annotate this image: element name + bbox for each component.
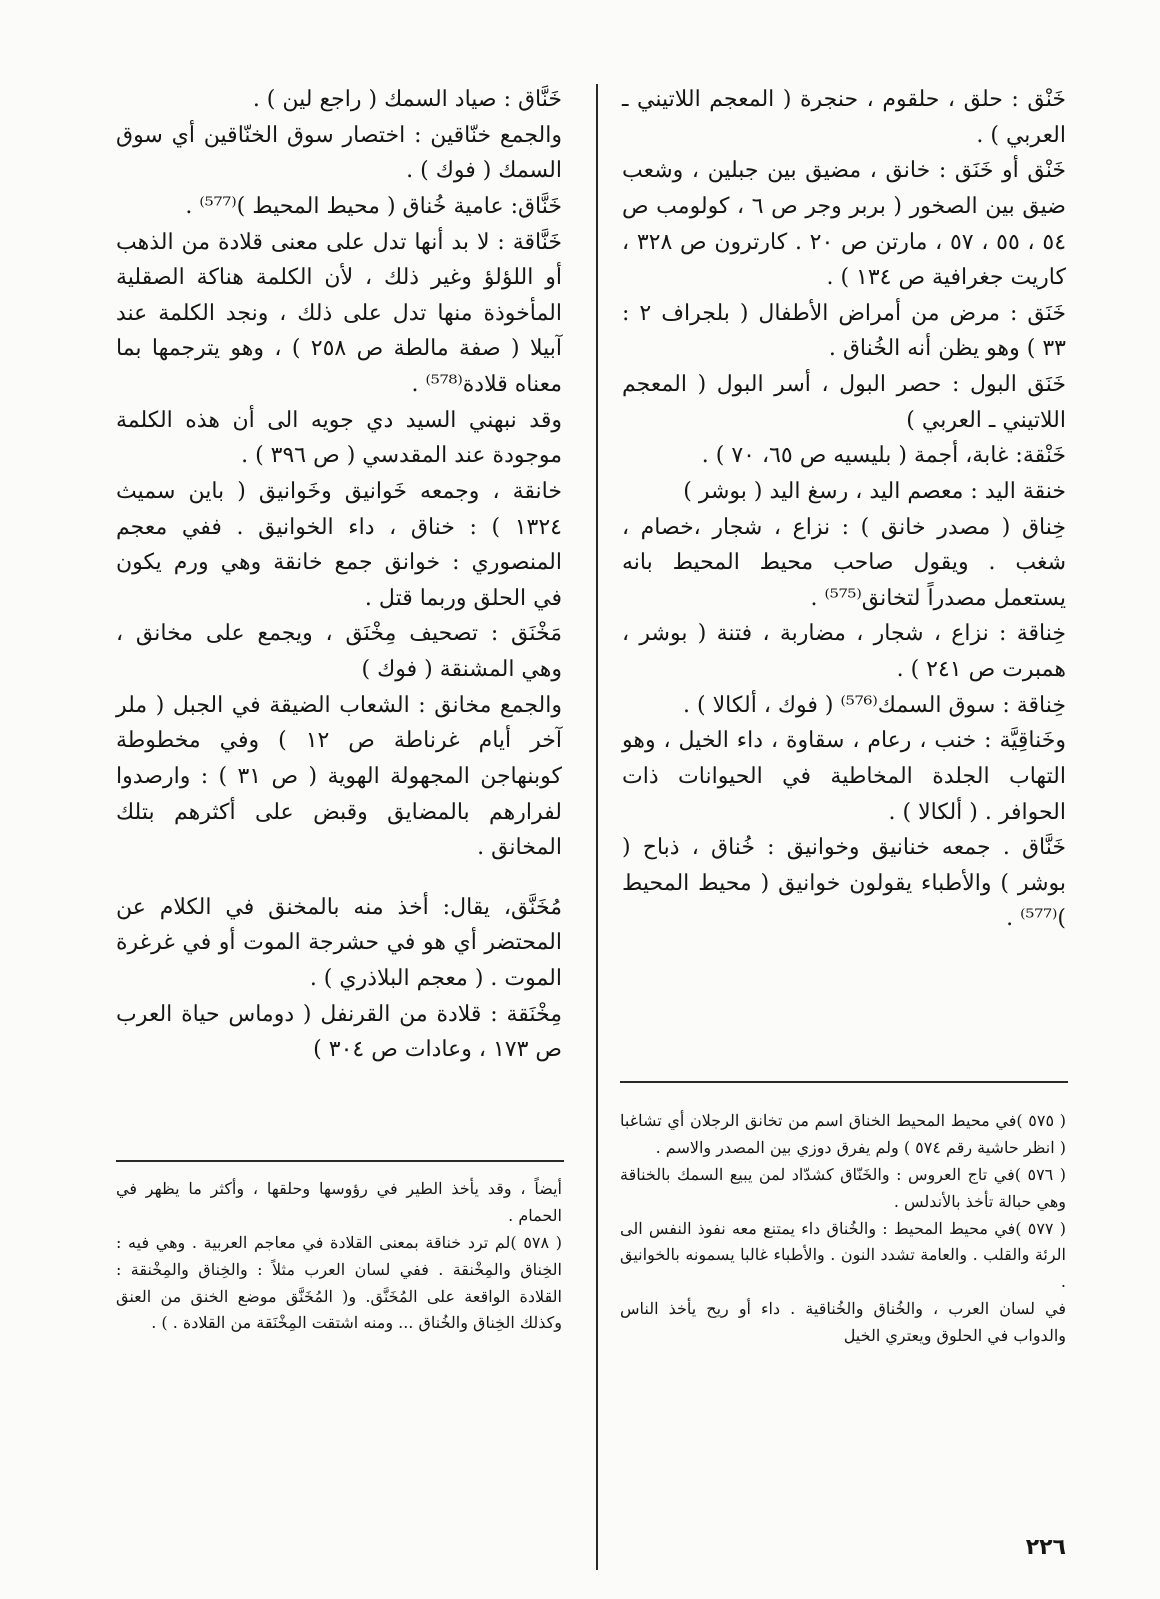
entry-paragraph: خنقة اليد : معصم اليد ، رسغ اليد ( بوشر ) bbox=[683, 478, 1066, 504]
entry-paragraph: والجمع خنّاقين : اختصار سوق الخنّاقين أي سوق السمك ( فوك ) . bbox=[116, 122, 562, 184]
footnote: ( ٥٧٨ )لم ترد خناقة بمعنى القلادة في معاجم العربية . وهي فيه : الخِناق والمِخْنقة . ففي لسان العرب مثلاً : والخِناق والمِخْنقة : القلادة الواقعة على المُخَنَّق. و( المُخَنَّق موضع الخنق من العنق وكذلك الخِناق والخُناق ... ومنه اشتقت المِخْنَقة من القلادة . ) . bbox=[116, 1232, 563, 1333]
entry-paragraph: مَخْنَق : تصحيف مِخْنَق ، ويجمع على مخانق ، وهي المشنقة ( فوك ) bbox=[116, 621, 562, 682]
footnotes-right bbox=[620, 1108, 1066, 1350]
column-divider bbox=[596, 84, 598, 1570]
entry-paragraph: خَنَّاق : صياد السمك ( راجع لين ) . bbox=[252, 87, 562, 112]
entry-paragraph: خَنَق البول : حصر البول ، أسر البول ( المعجم اللاتيني ـ العربي ) bbox=[622, 372, 1066, 433]
footnotes-left bbox=[116, 1176, 562, 1337]
page-number: ٢٢٦ bbox=[1025, 1535, 1066, 1560]
entry-paragraph: وقد نبهني السيد دي جويه الى أن هذه الكلمة موجودة عند المقدسي ( ص ٣٩٦ ) . bbox=[116, 407, 562, 469]
right-text-column bbox=[622, 82, 1066, 937]
footnote-separator-right bbox=[620, 1081, 1068, 1083]
entry-paragraph: مِخْنَقة : قلادة من القرنفل ( دوماس حياة العرب ص ١٧٣ ، وعادات ص ٣٠٤ ) bbox=[116, 1001, 562, 1063]
entry-paragraph: خَنْق : حلق ، حلقوم ، حنجرة ( المعجم اللاتيني ـ العربي ) . bbox=[622, 87, 1066, 148]
entry-paragraph: خِناقة : نزاع ، شجار ، مضاربة ، فتنة ( بوشر ، همبرت ص ٢٤١ ) . bbox=[622, 621, 1066, 682]
footnote-separator-left bbox=[116, 1160, 564, 1162]
entry-paragraph: مُخَنَّق، يقال: أخذ منه بالمخنق في الكلام عن المحتضر أي هو في حشرجة الموت أو في غرغرة الموت . ( معجم البلاذري ) . bbox=[116, 894, 562, 991]
footnote-continuation: في لسان العرب ، والخُناق والخُناقية . داء أو ريح يأخذ الناس والدواب في الحلوق ويعتري الخيل bbox=[620, 1299, 1066, 1345]
footnote: ( ٥٧٥ )في محيط المحيط الخناق اسم من تخانق الرجلان أي تشاغبا ( انظر حاشية رقم ٥٧٤ ) ولم يفرق دوزي بين المصدر والاسم . bbox=[620, 1111, 1066, 1157]
entry-paragraph: خَنَّاق . جمعه خنانيق وخوانيق : خُناق ، ذباح ( بوشر ) والأطباء يقولون خوانيق ( محيط المحيط )⁽⁵⁷⁷⁾ . bbox=[622, 835, 1066, 932]
left-text-column bbox=[116, 82, 562, 1068]
entry-paragraph: والجمع مخانق : الشعاب الضيقة في الجبل ( ملر آخر أيام غرناطة ص ١٢ ) وفي مخطوطة كوبنهاجن المجهولة الهوية ( ص ٣١ ) : وارصدوا لفرارهم بالمضايق وقبض على أكثرهم بتلك المخانق . bbox=[116, 692, 562, 861]
entry-paragraph: خِناق ( مصدر خانق ) : نزاع ، شجار ،خصام ، شغب . ويقول صاحب محيط المحيط بانه يستعمل مصدراً لتخانق⁽⁵⁷⁵⁾ . bbox=[622, 514, 1066, 611]
entry-paragraph: خَنَق : مرض من أمراض الأطفال ( بلجراف ٢ : ٣٣ ) وهو يظن أنه الخُناق . bbox=[622, 300, 1066, 362]
entry-paragraph: وخَناقِيَّة : خنب ، رعام ، سقاوة ، داء الخيل ، وهو التهاب الجلدة المخاطية في الحيوانات ذات الحوافر . ( ألكالا ) . bbox=[622, 728, 1066, 825]
footnote-continuation: أيضاً ، وقد يأخذ الطير في رؤوسها وحلقها ، وأكثر ما يظهر في الحمام . bbox=[116, 1179, 562, 1225]
footnote: ( ٥٧٦ )في تاج العروس : والخَنّاق كشدّاد لمن يبيع السمك بالخناقة وهي حبالة تأخذ بالأندلس . bbox=[620, 1164, 1067, 1211]
entry-paragraph: خَنَّاقة : لا بد أنها تدل على معنى قلادة من الذهب أو اللؤلؤ وغير ذلك ، لأن الكلمة هناكة الصقلية المأخوذة منها تدل على ذلك ، ونجد الكلمة عند آبيلا ( صفة مالطة ص ٢٥٨ ) ، وهو يترجمها بما معناه قلادة⁽⁵⁷⁸⁾ . bbox=[116, 229, 563, 397]
entry-paragraph: خَنْق أو خَنَق : خانق ، مضيق بين جبلين ، وشعب ضيق بين الصخور ( بربر وجر ص ٦ ، كولومب ص ٥٤ ، ٥٥ ، ٥٧ ، مارتن ص ٢٠ . كارترون ص ٣٢٨ ، كاريت جغرافية ص ١٣٤ ) . bbox=[622, 158, 1067, 291]
entry-paragraph: خَنَّاق: عامية خُناق ( محيط المحيط )⁽⁵⁷⁷⁾ . bbox=[185, 193, 562, 219]
entry-paragraph: خَنْقة: غابة، أجمة ( بليسيه ص ٦٥، ٧٠ ) . bbox=[701, 443, 1066, 469]
footnote: ( ٥٧٧ )في محيط المحيط : والخُناق داء يمتنع معه نفوذ النفس الى الرئة والقلب . والعامة تشدد النون . والأطباء غالبا يسمونه بالخوانيق . bbox=[620, 1218, 1067, 1292]
entry-paragraph: خِناقة : سوق السمك⁽⁵⁷⁶⁾ ( فوك ، ألكالا ) . bbox=[683, 692, 1066, 718]
entry-paragraph: خانقة ، وجمعه خَوانيق وخَوانيق ( باين سميث ١٣٢٤ ) : خناق ، داء الخوانيق . ففي معجم المنصوري : خوانق جمع خانقة وهي ورم يكون في الحلق وربما قتل . bbox=[116, 478, 562, 611]
